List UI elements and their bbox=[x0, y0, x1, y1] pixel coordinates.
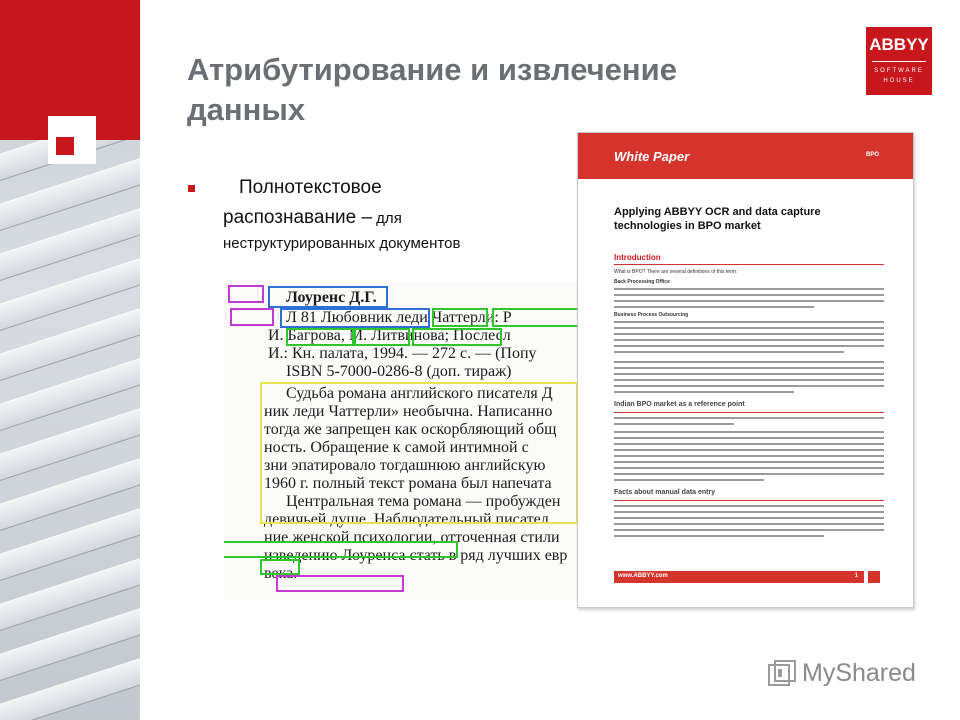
recognition-box-green bbox=[260, 559, 300, 575]
text-line bbox=[614, 345, 884, 347]
bullet-text-line2 bbox=[223, 206, 402, 230]
recognition-box-green bbox=[354, 328, 410, 346]
white-paper-header-tag: BPO bbox=[865, 152, 879, 158]
text-line bbox=[614, 417, 884, 419]
scan-line: Лоуренс Д.Г. bbox=[286, 289, 377, 306]
white-paper-text: What is BPO? There are several definitions of this term: bbox=[614, 269, 738, 275]
text-line bbox=[614, 467, 884, 469]
scan-line: ISBN 5-7000-0286-8 (доп. тираж) bbox=[286, 363, 512, 380]
slide-title-line2: данных bbox=[187, 92, 306, 127]
text-line bbox=[614, 351, 844, 353]
recognition-box-green bbox=[412, 328, 502, 346]
text-line bbox=[614, 461, 884, 463]
bullet-text-line3: неструктурированных документов bbox=[223, 235, 461, 252]
myshared-logo-icon bbox=[768, 660, 796, 686]
scan-line: девичьей душе. Наблюдательный писател bbox=[264, 511, 549, 528]
text-line bbox=[614, 391, 794, 393]
recognition-box-blue bbox=[268, 286, 388, 308]
scan-line: И.: Кн. палата, 1994. — 272 с. — (Попу bbox=[268, 345, 537, 362]
recognition-box-yellow bbox=[260, 382, 578, 524]
scan-line: ник леди Чаттерли» необычна. Написанно bbox=[264, 403, 553, 420]
scan-line: века. bbox=[264, 565, 298, 582]
logo-subtitle-software: SOFTWARE bbox=[874, 68, 924, 74]
white-paper-section-heading: Facts about manual data entry bbox=[614, 489, 716, 496]
bullet-small-text: для bbox=[372, 210, 402, 227]
recognition-box-blue bbox=[280, 308, 430, 328]
scanned-document-image bbox=[224, 282, 580, 600]
text-line bbox=[614, 373, 884, 375]
text-line bbox=[614, 327, 884, 329]
slide-title bbox=[187, 50, 787, 130]
white-paper-subheading: Business Process Outsourcing bbox=[614, 312, 689, 318]
text-line bbox=[614, 517, 884, 519]
abbyy-logo bbox=[866, 27, 932, 95]
text-line bbox=[614, 479, 764, 481]
scan-line: Л 81 Любовник леди Чаттерли: Р bbox=[286, 309, 512, 326]
text-line bbox=[614, 449, 884, 451]
scan-line: тогда же запрещен как оскорбляющий общ bbox=[264, 421, 557, 438]
scan-line: ние женской психологии, отточенная стили bbox=[264, 529, 560, 546]
recognition-box-green bbox=[432, 308, 488, 327]
white-paper-header bbox=[578, 133, 914, 179]
white-paper-preview bbox=[577, 132, 914, 608]
text-line bbox=[614, 288, 884, 290]
white-paper-footer-block bbox=[868, 571, 880, 583]
logo-name: ABBYY bbox=[869, 35, 929, 54]
scan-line: Центральная тема романа — пробужден bbox=[286, 493, 561, 510]
white-paper-header-title: White Paper bbox=[614, 149, 690, 164]
scan-line: ность. Обращение к самой интимной с bbox=[264, 439, 529, 456]
text-line bbox=[614, 473, 884, 475]
recognition-box-magenta bbox=[230, 308, 274, 326]
myshared-watermark: MyShared bbox=[802, 659, 916, 687]
white-paper-subheading: Back Processing Office bbox=[614, 279, 670, 285]
bullet-text-line1: Полнотекстовое bbox=[239, 177, 382, 198]
white-paper-section-heading: Introduction bbox=[614, 253, 661, 262]
recognition-box-green bbox=[492, 308, 580, 327]
section-rule bbox=[614, 264, 884, 265]
text-line bbox=[614, 523, 884, 525]
text-line bbox=[614, 367, 884, 369]
white-paper-footer-url: www.ABBYY.com bbox=[618, 573, 668, 579]
text-line bbox=[614, 321, 884, 323]
logo-divider bbox=[872, 61, 926, 62]
text-line bbox=[614, 300, 884, 302]
text-line bbox=[614, 529, 884, 531]
bullet-emphasis: распознавание – bbox=[223, 207, 373, 228]
text-line bbox=[614, 431, 884, 433]
text-line bbox=[614, 423, 734, 425]
logo-subtitle-house: HOUSE bbox=[883, 78, 915, 84]
text-line bbox=[614, 385, 884, 387]
scan-line: И. Багрова, М. Литвинова; Послесл bbox=[268, 327, 511, 344]
white-paper-footer bbox=[614, 571, 864, 583]
recognition-box-green bbox=[224, 541, 458, 558]
text-line bbox=[614, 443, 884, 445]
recognition-box-magenta bbox=[276, 575, 404, 592]
file-folders-photo bbox=[0, 120, 140, 720]
scan-line: 1960 г. полный текст романа был напечата bbox=[264, 475, 552, 492]
section-rule bbox=[614, 500, 884, 501]
text-line bbox=[614, 361, 884, 363]
recognition-box-green bbox=[286, 328, 354, 346]
recognition-box-magenta bbox=[228, 285, 264, 303]
text-line bbox=[614, 306, 814, 308]
text-line bbox=[614, 294, 884, 296]
scan-line: Судьба романа английского писателя Д bbox=[286, 385, 553, 402]
text-line bbox=[614, 535, 824, 537]
white-paper-page-number: 1 bbox=[854, 573, 858, 579]
slide-title-line1: Атрибутирование и извлечение bbox=[187, 52, 677, 87]
text-line bbox=[614, 511, 884, 513]
text-line bbox=[614, 333, 884, 335]
white-paper-section-heading: Indian BPO market as a reference point bbox=[614, 401, 745, 408]
red-square-decor bbox=[56, 137, 74, 155]
text-line bbox=[614, 379, 884, 381]
text-line bbox=[614, 505, 884, 507]
section-rule bbox=[614, 412, 884, 413]
scan-line: изведению Лоуренса стать в ряд лучших евр bbox=[264, 547, 568, 564]
white-paper-title: Applying ABBYY OCR and data capture technologies in BPO market bbox=[614, 206, 821, 232]
text-line bbox=[614, 339, 884, 341]
scan-line: зни эпатировало тогдашнюю английскую bbox=[264, 457, 546, 474]
text-line bbox=[614, 437, 884, 439]
bullet-marker bbox=[188, 185, 195, 192]
decorative-file-cabinet-image bbox=[0, 0, 140, 720]
text-line bbox=[614, 455, 884, 457]
